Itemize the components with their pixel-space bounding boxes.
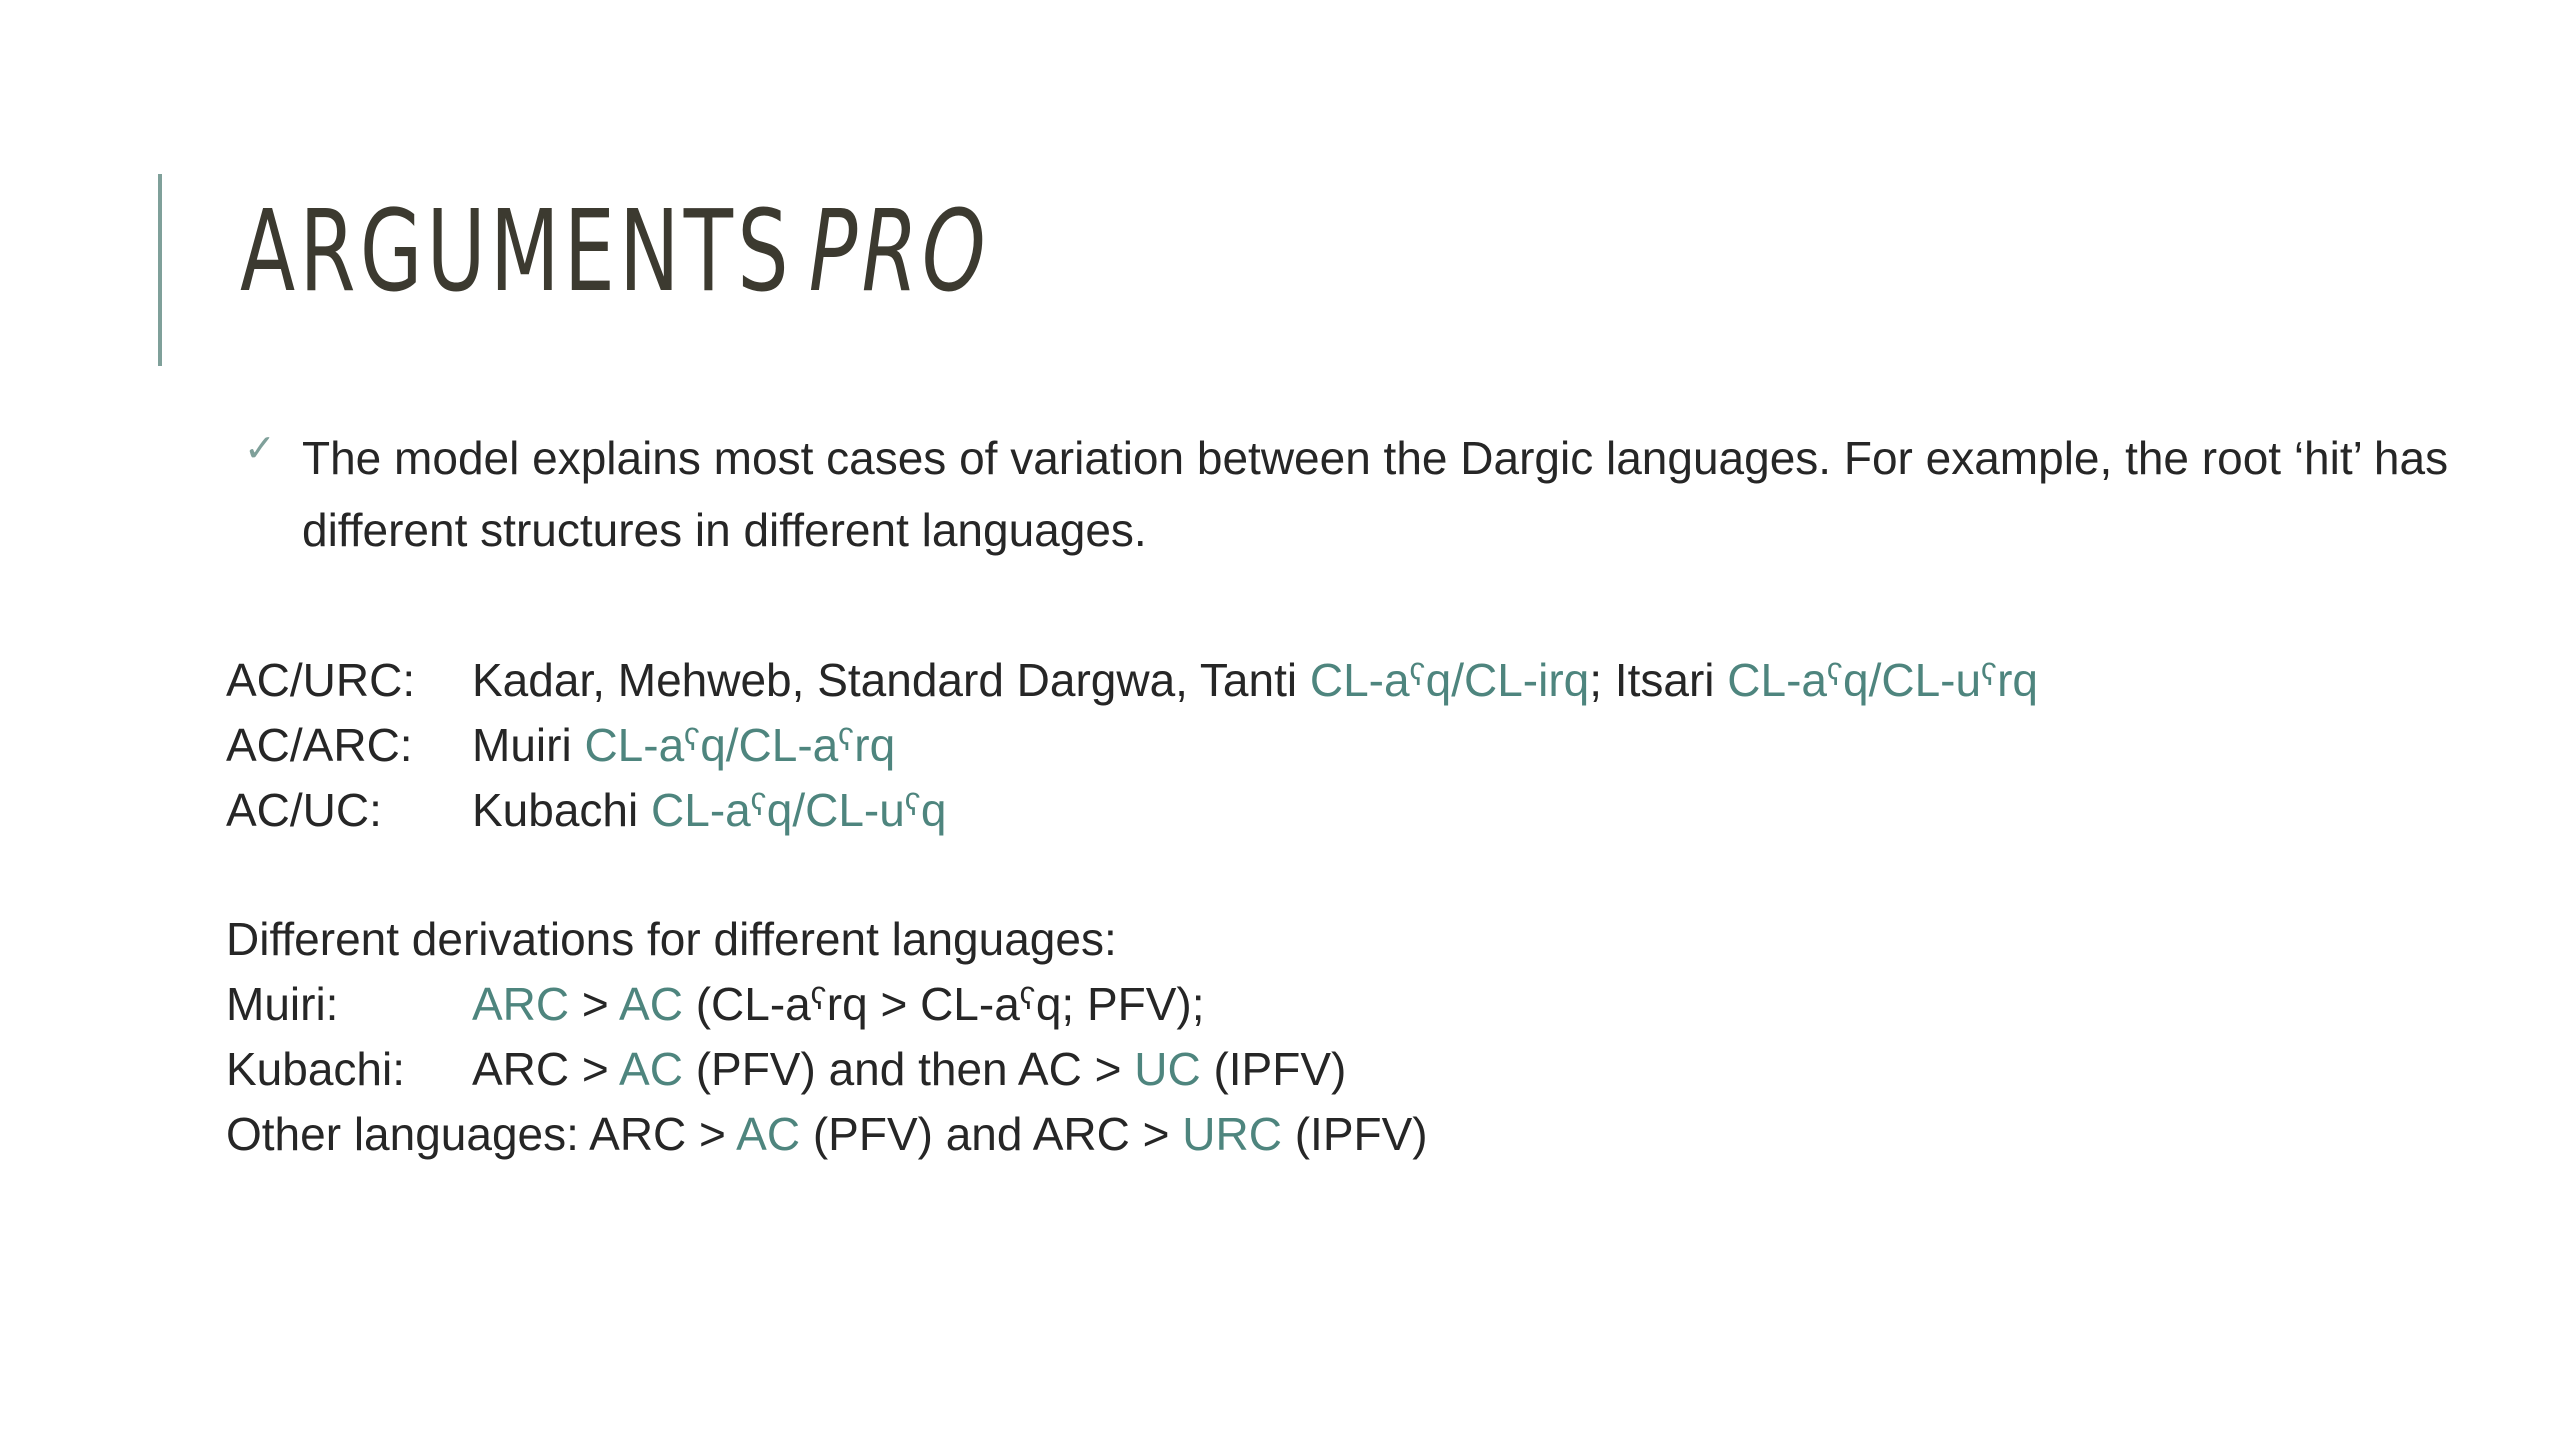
structure-value bbox=[472, 778, 946, 843]
root-form: CL-aˁq/CL-uˁrq bbox=[1727, 654, 2039, 706]
check-icon: ✓ bbox=[244, 428, 276, 470]
derivation-text: (CL-aˁrq > CL-aˁq; PFV); bbox=[682, 978, 1205, 1030]
language-list: Kubachi bbox=[472, 784, 652, 836]
language-list: ; Itsari bbox=[1589, 654, 1728, 706]
derivation-label: Muiri: bbox=[226, 978, 339, 1030]
bullet-text: The model explains most cases of variation between the Dargic languages. For example, the root ‘hit’ has different structures in different languages. bbox=[302, 432, 2449, 556]
title-emphasis: PRO bbox=[808, 187, 990, 317]
derivation-text: (IPFV) bbox=[1200, 1043, 1347, 1095]
structure-label: AC/URC: bbox=[226, 654, 416, 706]
derivation-text: ARC > bbox=[472, 1043, 620, 1095]
derivation-text: Other languages: ARC > bbox=[226, 1108, 737, 1160]
structure-value bbox=[472, 648, 2038, 713]
structure-label: AC/UC: bbox=[226, 784, 382, 836]
root-type: URC bbox=[1182, 1108, 1282, 1160]
root-type: UC bbox=[1134, 1043, 1201, 1095]
root-type: AC bbox=[736, 1108, 801, 1160]
structure-value bbox=[472, 713, 895, 778]
root-type: AC bbox=[619, 1043, 683, 1095]
root-form: CL-aˁq/CL-irq bbox=[1309, 654, 1590, 706]
slide-title bbox=[240, 187, 990, 317]
structure-label: AC/ARC: bbox=[226, 719, 413, 771]
title-main: ARGUMENTS bbox=[240, 187, 793, 317]
derivation-value bbox=[472, 972, 1205, 1037]
root-form: CL-aˁq/CL-uˁq bbox=[651, 784, 947, 836]
derivation-text: > bbox=[569, 978, 620, 1030]
root-form: CL-aˁq/CL-aˁrq bbox=[584, 719, 896, 771]
title-accent-bar bbox=[158, 174, 162, 366]
language-list: Kadar, Mehweb, Standard Dargwa, Tanti bbox=[472, 654, 1310, 706]
root-type: ARC bbox=[472, 978, 570, 1030]
derivation-text: (PFV) and then AC > bbox=[682, 1043, 1135, 1095]
derivation-text: (IPFV) bbox=[1281, 1108, 1428, 1160]
root-type: AC bbox=[619, 978, 683, 1030]
derivations-heading-text: Different derivations for different languages: bbox=[226, 913, 1117, 965]
derivation-value bbox=[472, 1037, 1346, 1102]
derivation-label: Kubachi: bbox=[226, 1043, 406, 1095]
derivation-value bbox=[226, 1102, 1428, 1167]
language-list: Muiri bbox=[472, 719, 585, 771]
derivation-text: (PFV) and ARC > bbox=[800, 1108, 1183, 1160]
